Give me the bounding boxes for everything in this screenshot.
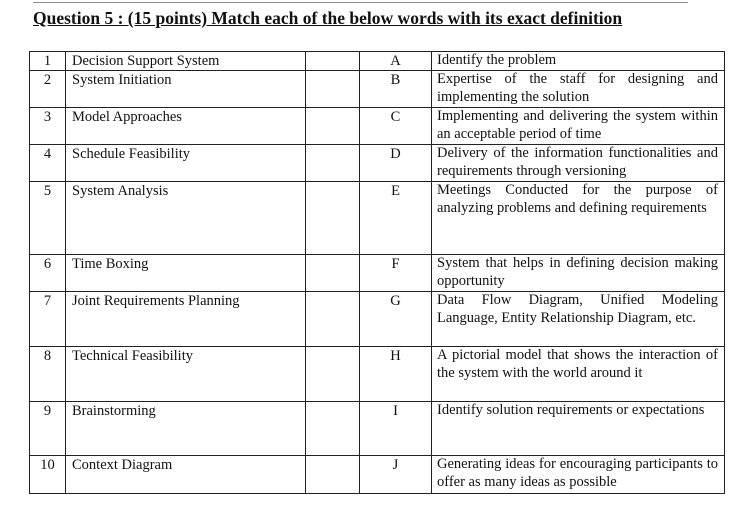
row-number: 8 bbox=[30, 347, 66, 402]
answer-blank[interactable] bbox=[306, 71, 360, 108]
table-row bbox=[30, 108, 725, 145]
answer-blank[interactable] bbox=[306, 292, 360, 347]
term-cell: Technical Feasibility bbox=[66, 347, 306, 402]
table-row bbox=[30, 52, 725, 71]
term-cell: System Analysis bbox=[66, 182, 306, 255]
definition-cell: Implementing and delivering the system within an acceptable period of time bbox=[432, 108, 725, 145]
row-number: 3 bbox=[30, 108, 66, 145]
row-number: 1 bbox=[30, 52, 66, 71]
definition-letter: C bbox=[360, 108, 432, 145]
row-number: 9 bbox=[30, 402, 66, 456]
definition-cell: Identify the problem bbox=[432, 52, 725, 71]
table-row bbox=[30, 71, 725, 108]
definition-letter: E bbox=[360, 182, 432, 255]
row-number: 10 bbox=[30, 456, 66, 494]
term-cell: Time Boxing bbox=[66, 255, 306, 292]
definition-letter: B bbox=[360, 71, 432, 108]
table-row bbox=[30, 182, 725, 255]
term-cell: Context Diagram bbox=[66, 456, 306, 494]
definition-letter: F bbox=[360, 255, 432, 292]
definition-cell: Identify solution requirements or expectations bbox=[432, 402, 725, 456]
answer-blank[interactable] bbox=[306, 255, 360, 292]
table-row bbox=[30, 402, 725, 456]
top-divider bbox=[33, 2, 688, 3]
definition-cell: Data Flow Diagram, Unified Modeling Language, Entity Relationship Diagram, etc. bbox=[432, 292, 725, 347]
definition-cell: Delivery of the information functionalities and requirements through versioning bbox=[432, 145, 725, 182]
term-cell: Schedule Feasibility bbox=[66, 145, 306, 182]
table-row bbox=[30, 145, 725, 182]
table-row bbox=[30, 255, 725, 292]
table-row bbox=[30, 456, 725, 494]
row-number: 7 bbox=[30, 292, 66, 347]
answer-blank[interactable] bbox=[306, 456, 360, 494]
term-cell: Decision Support System bbox=[66, 52, 306, 71]
definition-letter: J bbox=[360, 456, 432, 494]
definition-letter: H bbox=[360, 347, 432, 402]
answer-blank[interactable] bbox=[306, 402, 360, 456]
definition-letter: I bbox=[360, 402, 432, 456]
definition-cell: Generating ideas for encouraging participants to offer as many ideas as possible bbox=[432, 456, 725, 494]
table-row bbox=[30, 347, 725, 402]
term-cell: Model Approaches bbox=[66, 108, 306, 145]
term-cell: Joint Requirements Planning bbox=[66, 292, 306, 347]
row-number: 2 bbox=[30, 71, 66, 108]
definition-cell: A pictorial model that shows the interaction of the system with the world around it bbox=[432, 347, 725, 402]
definition-letter: G bbox=[360, 292, 432, 347]
definition-cell: System that helps in defining decision making opportunity bbox=[432, 255, 725, 292]
question-title: Question 5 : (15 points) Match each of the below words with its exact definition bbox=[33, 8, 623, 28]
row-number: 5 bbox=[30, 182, 66, 255]
definition-letter: D bbox=[360, 145, 432, 182]
definition-cell: Meetings Conducted for the purpose of analyzing problems and defining requirements bbox=[432, 182, 725, 255]
row-number: 4 bbox=[30, 145, 66, 182]
term-cell: System Initiation bbox=[66, 71, 306, 108]
definition-cell: Expertise of the staff for designing and implementing the solution bbox=[432, 71, 725, 108]
answer-blank[interactable] bbox=[306, 347, 360, 402]
row-number: 6 bbox=[30, 255, 66, 292]
table-row bbox=[30, 292, 725, 347]
answer-blank[interactable] bbox=[306, 145, 360, 182]
matching-table bbox=[29, 51, 725, 494]
answer-blank[interactable] bbox=[306, 182, 360, 255]
answer-blank[interactable] bbox=[306, 52, 360, 71]
term-cell: Brainstorming bbox=[66, 402, 306, 456]
definition-letter: A bbox=[360, 52, 432, 71]
answer-blank[interactable] bbox=[306, 108, 360, 145]
